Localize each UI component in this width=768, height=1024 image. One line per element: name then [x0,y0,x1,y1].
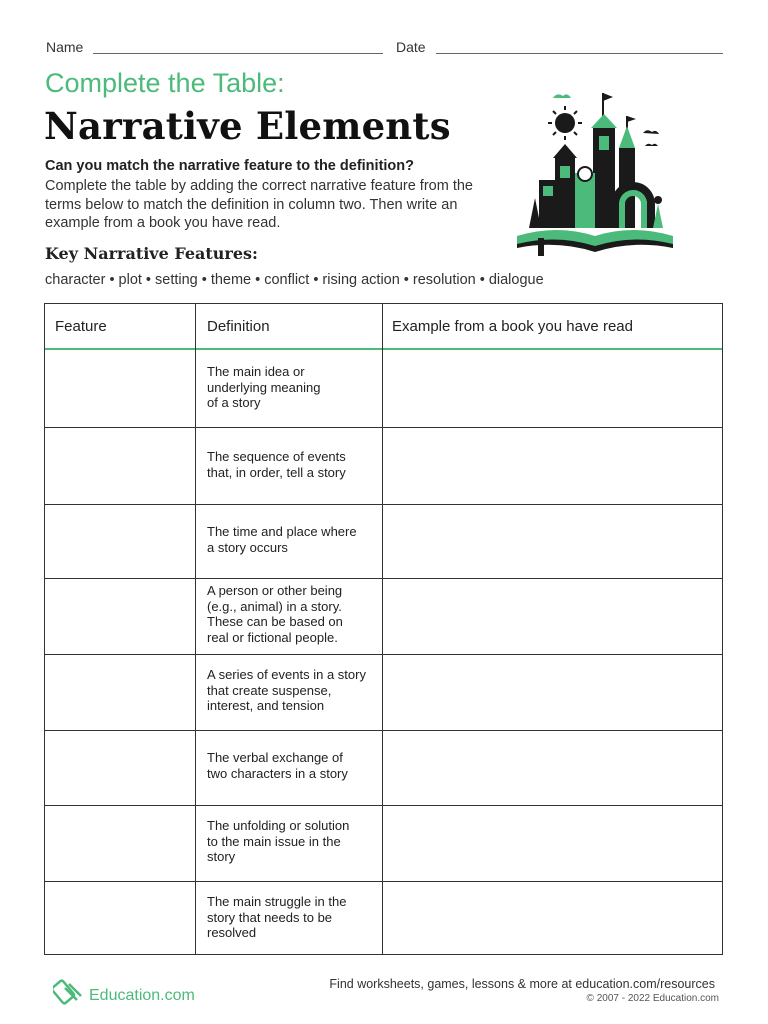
name-label: Name [46,39,84,55]
table-row [45,655,722,731]
education-logo-icon [53,972,85,1006]
definition-cell: A series of events in a story that create suspense, interest, and tension [207,667,366,713]
table-row [45,579,722,655]
feature-term: rising action [322,272,400,288]
footer-tagline[interactable]: Find worksheets, games, lessons & more at education.com/resources [329,977,715,991]
table-header [45,304,722,350]
subtitle: Complete the Table: [45,68,285,98]
castle-book-illustration [515,88,675,258]
definition-cell: The verbal exchange of two characters in a story [207,750,348,781]
feature-term: resolution [412,272,476,288]
table-row [45,349,722,428]
table-row [45,731,722,806]
name-field[interactable] [93,53,383,54]
feature-term: theme [210,272,252,288]
date-field[interactable] [436,53,723,54]
definition-cell: The sequence of events that, in order, tell a story [207,449,346,480]
key-features-heading: Key Narrative Features: [45,244,258,263]
feature-term: dialogue [488,272,544,288]
definition-cell: The time and place where a story occurs [207,524,357,555]
table-row [45,428,722,505]
instructions: Complete the table by adding the correct narrative feature from the terms below to match the definition in column two. Then write an example from a book you have read. [45,178,473,231]
footer-copyright: © 2007 - 2022 Education.com [586,993,719,1004]
header-definition: Definition [207,318,270,335]
feature-term: character [45,272,106,288]
feature-term: plot [118,272,142,288]
narrative-table [44,303,723,955]
definition-cell: A person or other being (e.g., animal) in a story. These can be based on real or fictional people. [207,583,343,645]
table-row [45,882,722,955]
header-feature: Feature [55,318,107,335]
date-label: Date [396,39,426,55]
brand-name[interactable]: Education.com [89,987,195,1004]
table-row [45,806,722,882]
question: Can you match the narrative feature to the definition? [45,158,414,174]
definition-cell: The main idea or underlying meaning of a story [207,364,321,410]
header-example: Example from a book you have read [392,318,633,335]
feature-term: setting [155,272,198,288]
page-title: Narrative Elements [44,104,451,148]
feature-term: conflict [264,272,310,288]
column-divider [382,304,383,954]
column-divider [195,304,196,954]
table-row [45,505,722,579]
sun-icon [548,106,582,140]
definition-cell: The unfolding or solution to the main issue in the story [207,818,350,864]
definition-cell: The main struggle in the story that needs to be resolved [207,894,347,940]
key-features-list: character • plot • setting • theme • conflict • rising action • resolution • dialogue [45,272,544,288]
